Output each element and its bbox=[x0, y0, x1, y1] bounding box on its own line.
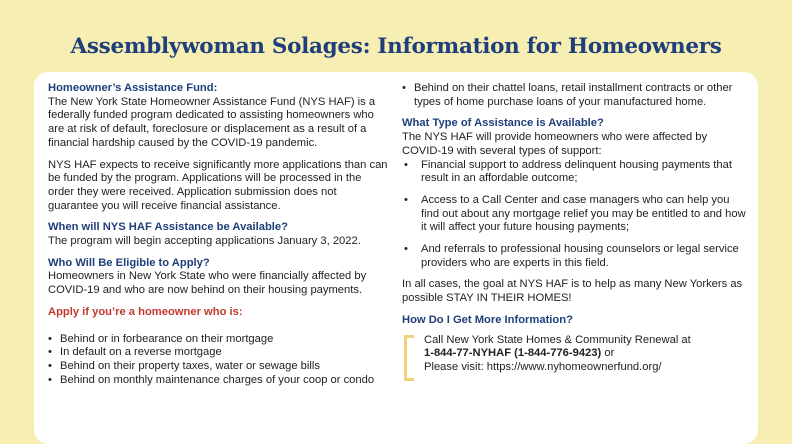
type-heading: What Type of Assistance is Available? bbox=[402, 117, 604, 130]
haf-heading: Homeowner’s Assistance Fund: bbox=[48, 82, 218, 94]
contact-block bbox=[402, 334, 748, 375]
list-item: • Financial support to address delinquent housing payments that result in an affordable outcome; bbox=[402, 159, 748, 186]
haf-paragraph-1: The New York State Homeowner Assistance Fund (NYS HAF) is a federally funded program dedicated to assisting homeowners who are at risk of default, foreclosure or displacement as a result of a financial hardship caused by the COVID-19 pandemic. bbox=[48, 95, 376, 149]
who-heading: Who Will Be Eligible to Apply? bbox=[48, 256, 210, 269]
more-info-heading: How Do I Get More Information? bbox=[402, 313, 573, 326]
info-card bbox=[34, 72, 758, 444]
chattel-list bbox=[402, 82, 748, 109]
support-list bbox=[402, 159, 748, 271]
list-item: • Behind on their property taxes, water or sewage bills bbox=[48, 360, 388, 374]
haf-paragraph-2: NYS HAF expects to receive significantly more applications than can be funded by the program. Applications will be processed in the order they were received. Application submission does not guarantee you will receive financial assistance. bbox=[48, 158, 388, 212]
contact-website[interactable]: Please visit: https://www.nyhomeownerfund.org/ bbox=[424, 360, 662, 373]
contact-line-1: Call New York State Homes & Community Renewal at bbox=[424, 333, 691, 346]
list-item: • And referrals to professional housing counselors or legal service providers who are experts in this field. bbox=[402, 243, 748, 270]
list-item: • Behind on their chattel loans, retail installment contracts or other types of home purchase loans of your manufactured home. bbox=[402, 82, 748, 109]
contact-or: or bbox=[601, 347, 615, 360]
goal-text: In all cases, the goal at NYS HAF is to help as many New Yorkers as possible STAY IN THEIR HOMES! bbox=[402, 278, 743, 305]
list-item: • Behind or in forbearance on their mortgage bbox=[48, 333, 388, 347]
list-item: • Access to a Call Center and case managers who can help you find out about any mortgage relief you may be entitled to and how it will affect your future housing payments; bbox=[402, 194, 748, 235]
type-text: The NYS HAF will provide homeowners who were affected by COVID-19 with several types of support: bbox=[402, 131, 708, 157]
contact-phone: 1-844-77-NYHAF (1-844-776-9423) bbox=[424, 347, 602, 360]
apply-heading: Apply if you’re a homeowner who is: bbox=[48, 305, 243, 318]
list-item: • In default on a reverse mortgage bbox=[48, 346, 388, 360]
bracket-icon bbox=[404, 335, 414, 381]
when-heading: When will NYS HAF Assistance be Available? bbox=[48, 221, 288, 234]
list-item: • Behind on monthly maintenance charges of your coop or condo bbox=[48, 374, 388, 388]
page-title: Assemblywoman Solages: Information for Homeowners bbox=[70, 34, 722, 59]
right-column bbox=[402, 82, 748, 375]
left-column bbox=[48, 82, 388, 387]
contact-line-2 bbox=[424, 347, 748, 361]
who-text: Homeowners in New York State who were financially affected by COVID-19 and who are now behind on their housing payments. bbox=[48, 270, 367, 297]
when-text: The program will begin accepting applications January 3, 2022. bbox=[48, 235, 361, 248]
apply-list bbox=[48, 333, 388, 388]
